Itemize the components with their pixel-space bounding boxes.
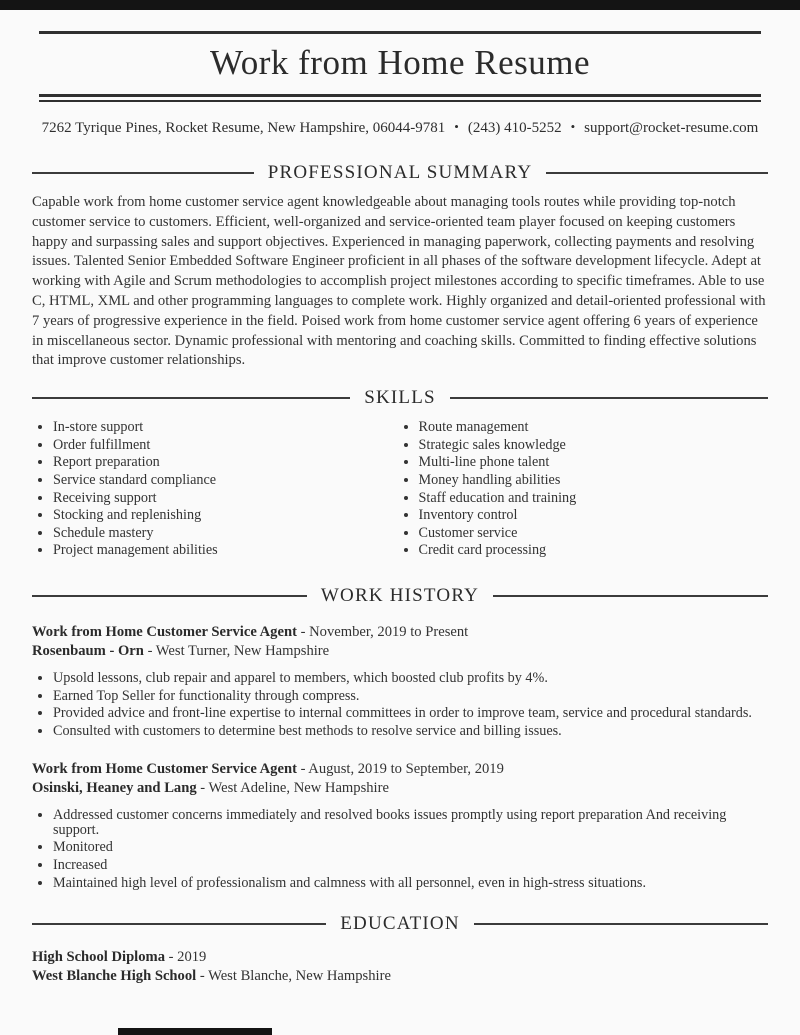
job-bullet: • Upsold lessons, club repair and apparel to members, which boosted club profits by 4%.	[53, 671, 768, 686]
skill-item: • Schedule mastery	[53, 526, 403, 541]
section-heading-label: PROFESSIONAL SUMMARY	[267, 162, 533, 183]
section-heading-work-history	[32, 585, 768, 607]
summary-paragraph: Capable work from home customer service agent knowledgeable about managing tools routes while providing top-notch customer service to customers. Efficient, well-organized and service-oriented team player focused on keeping customers happy and surpassing sales and support objectives. Experienced in managing paperwork, collecting payments and resolving issues. Talented Senior Embedded Software Engineer proficient in all phases of the software development lifecycle. Adept at working with Agile and Scrum methodologies to accomplish project milestones according to specific timeframes. Able to use C, HTML, XML and other programming languages to complete work. Highly organized and detail-oriented professional with 7 years of progressive experience in the field. Poised work from home customer service agent offering 6 years of experience in miscellaneous sector. Dynamic professional with mentoring and coaching skills. Committed to finding effective solutions that improve customer relationships.	[32, 194, 766, 369]
section-heading-label: EDUCATION	[340, 913, 460, 935]
education-entry	[32, 948, 768, 986]
job-title: Work from Home Customer Service Agent	[32, 761, 297, 778]
skill-item: • Money handling abilities	[419, 473, 769, 488]
bullet-separator-icon: •	[454, 119, 459, 134]
top-bar	[0, 0, 800, 10]
job-bullet: • Monitored	[53, 840, 768, 855]
job-company: Osinski, Heaney and Lang	[32, 780, 197, 797]
education-school-line	[32, 967, 768, 986]
job-bullet: • Earned Top Seller for functionality through compress.	[53, 689, 768, 704]
resume-header	[32, 31, 768, 137]
contact-address: 7262 Tyrique Pines, Rocket Resume, New Hampshire, 06044-9781	[41, 120, 446, 136]
skill-item: • Strategic sales knowledge	[419, 438, 769, 453]
rule-thin	[39, 100, 761, 102]
skills-list-left	[32, 420, 403, 561]
bottom-bar	[118, 1028, 272, 1035]
section-education	[32, 913, 768, 986]
skill-item: • Credit card processing	[419, 543, 769, 558]
contact-email: support@rocket-resume.com	[584, 120, 759, 136]
skill-item: • Project management abilities	[53, 543, 403, 558]
skill-item: • Customer service	[419, 526, 769, 541]
contact-phone: (243) 410-5252	[467, 120, 562, 136]
job-bullet-list	[32, 671, 768, 738]
rule-thick	[39, 94, 761, 97]
job-bullet: • Addressed customer concerns immediately and resolved books issues promptly using report preparation And receiving support.	[53, 808, 768, 837]
job-title-line	[32, 623, 768, 642]
job-company-line	[32, 642, 768, 661]
education-degree-line	[32, 948, 768, 967]
section-professional-summary	[32, 162, 768, 371]
section-heading-professional-summary	[32, 162, 768, 184]
contact-line	[32, 119, 768, 137]
section-heading-label: WORK HISTORY	[320, 584, 480, 606]
skill-item: • Service standard compliance	[53, 473, 403, 488]
skill-item: • Stocking and replenishing	[53, 508, 403, 523]
skill-item: • Staff education and training	[419, 491, 769, 506]
job-title: Work from Home Customer Service Agent	[32, 623, 297, 640]
title-rule-bottom	[39, 94, 761, 102]
job-company-line	[32, 779, 768, 798]
education-school: West Blanche High School	[32, 968, 197, 985]
job-dates: - August, 2019 to September, 2019	[300, 761, 504, 778]
skill-item: • Order fulfillment	[53, 438, 403, 453]
job-location: - West Turner, New Hampshire	[147, 642, 330, 659]
job-bullet-list	[32, 808, 768, 890]
skills-columns	[32, 420, 768, 561]
education-degree: High School Diploma	[32, 949, 165, 966]
job-entry	[32, 760, 768, 890]
job-bullet: • Maintained high level of professionalism and calmness with all personnel, even in high-stress situations.	[53, 876, 768, 891]
section-work-history	[32, 585, 768, 890]
job-dates: - November, 2019 to Present	[300, 623, 469, 640]
skill-item: • Report preparation	[53, 455, 403, 470]
section-heading-education	[32, 913, 768, 935]
job-location: - West Adeline, New Hampshire	[200, 780, 389, 797]
section-heading-label: SKILLS	[364, 387, 436, 409]
job-entry	[32, 623, 768, 738]
bullet-separator-icon: •	[570, 119, 576, 134]
skill-item: • In-store support	[53, 420, 403, 435]
skill-item: • Multi-line phone talent	[419, 455, 769, 470]
job-title-line	[32, 760, 768, 779]
job-bullet: • Consulted with customers to determine best methods to resolve service and billing issues.	[53, 724, 768, 739]
section-heading-skills	[32, 387, 768, 409]
skill-item: • Route management	[419, 420, 769, 435]
education-location: - West Blanche, New Hampshire	[199, 968, 391, 985]
job-company: Rosenbaum - Orn	[32, 642, 144, 659]
job-bullet: • Provided advice and front-line expertise to internal committees in order to improve team, service and procedural standards.	[53, 706, 768, 721]
skill-item: • Inventory control	[419, 508, 769, 523]
section-skills	[32, 387, 768, 561]
education-year: - 2019	[168, 949, 207, 966]
skills-list-right	[403, 420, 769, 561]
page-title: Work from Home Resume	[210, 43, 590, 82]
skill-item: • Receiving support	[53, 491, 403, 506]
title-rule-top	[39, 31, 761, 34]
job-bullet: • Increased	[53, 858, 768, 873]
